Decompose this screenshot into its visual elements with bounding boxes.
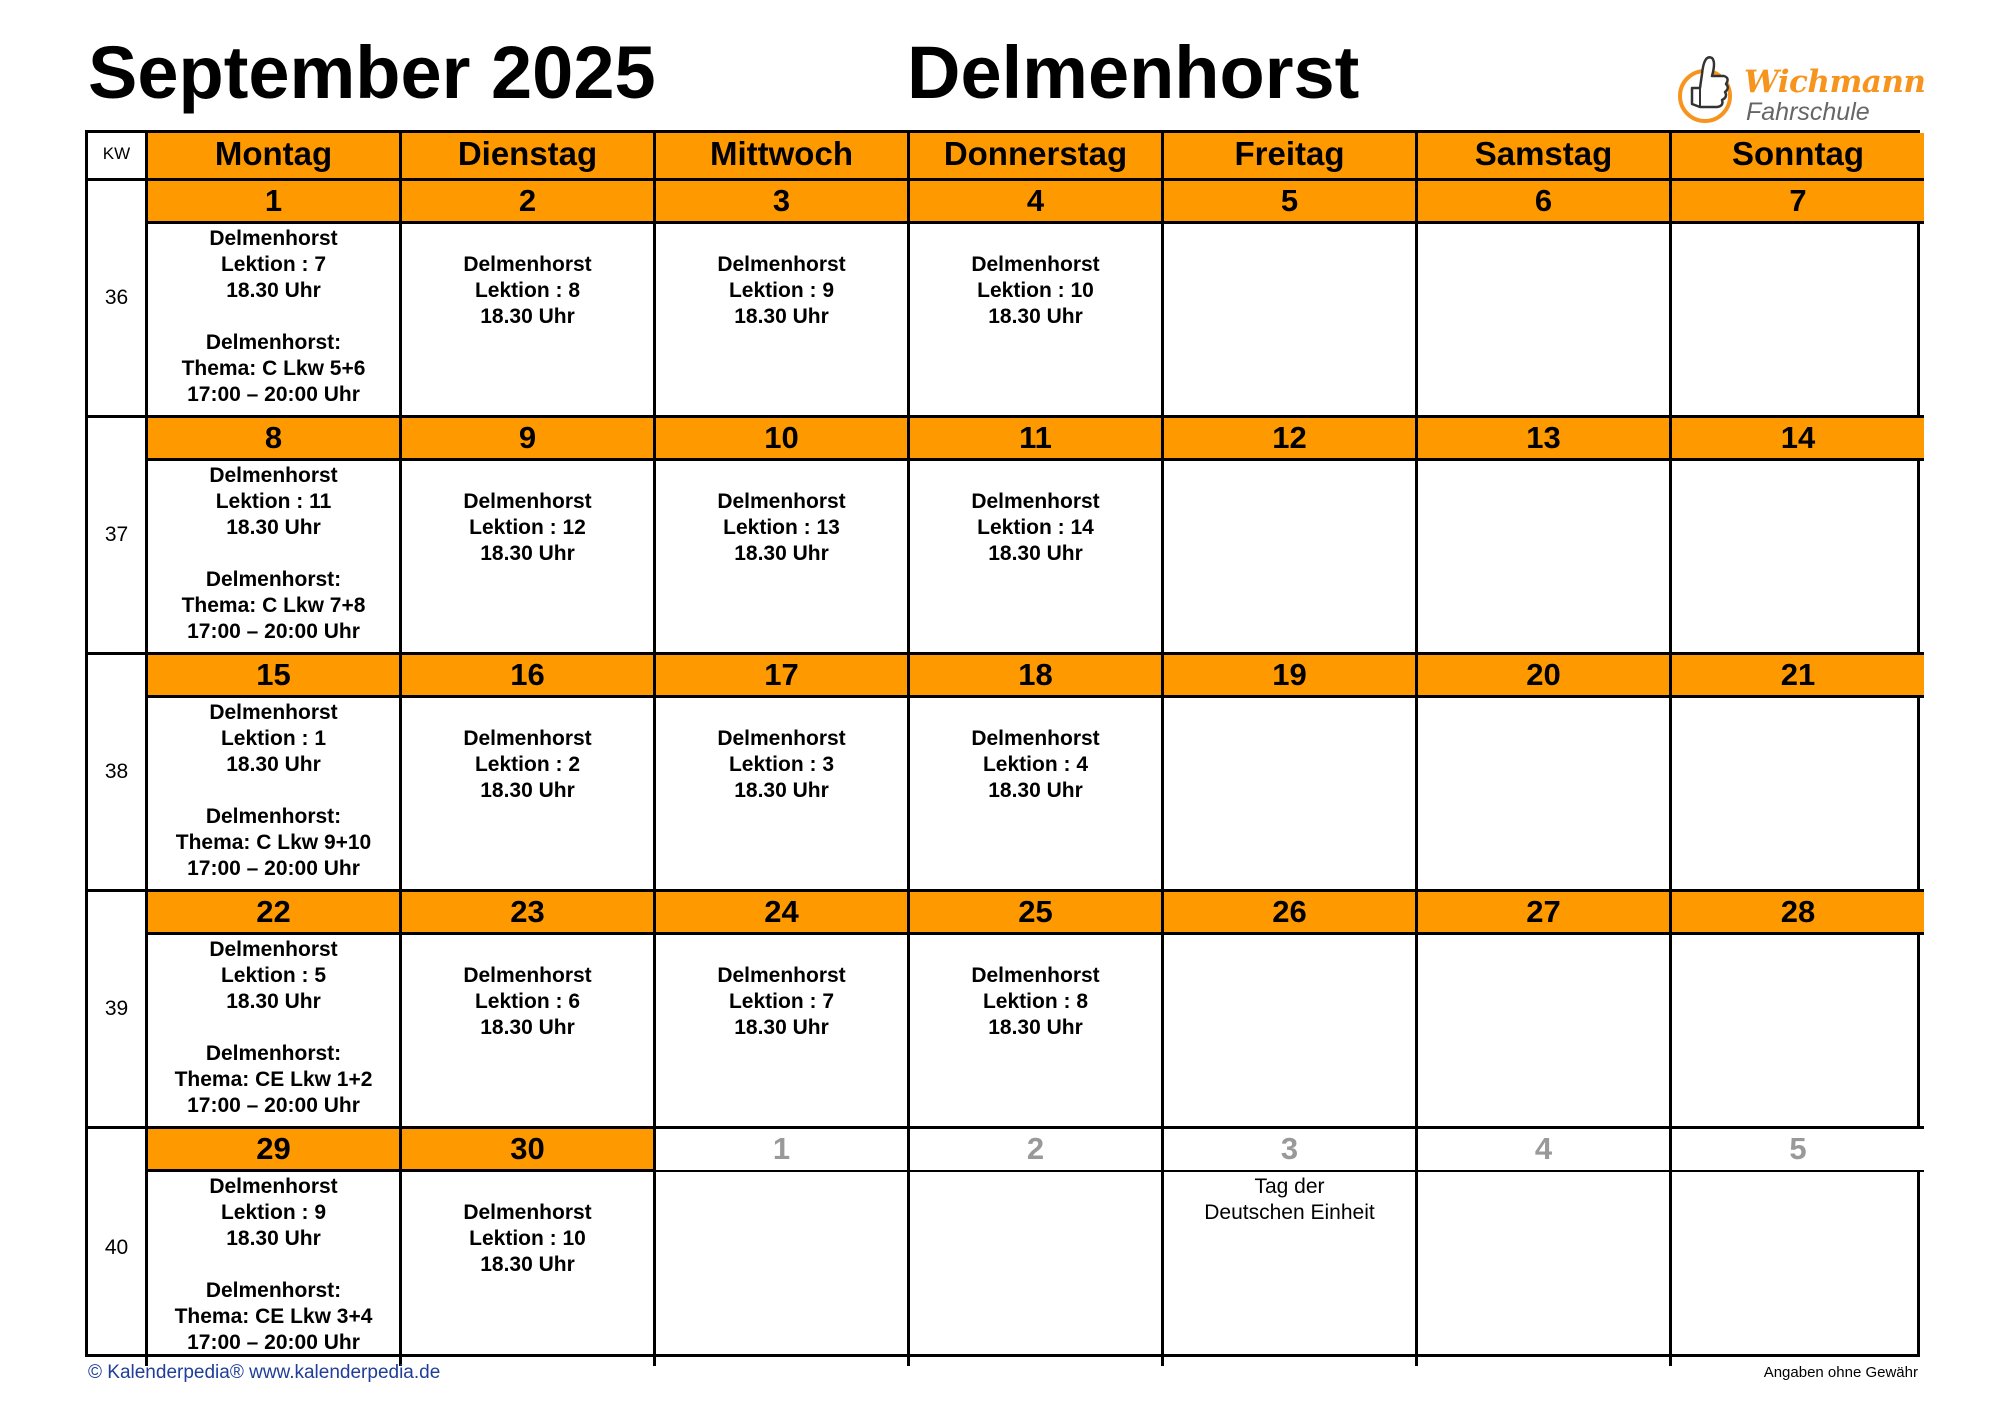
event-line: Delmenhorst [463,727,592,750]
spacer [148,541,399,567]
day-number: 6 [1418,181,1672,224]
event-line: Lektion : 7 [728,990,834,1013]
event-line: Lektion : 1 [220,727,326,750]
day-content [1418,224,1672,418]
week-number: 39 [88,892,148,1129]
day-number: 10 [656,418,910,461]
event-line: 18.30 Uhr [988,779,1083,802]
spacer [148,1015,399,1041]
event-line: 18.30 Uhr [480,542,575,565]
event-line: Lektion : 8 [982,990,1088,1013]
day-number: 4 [910,181,1164,224]
event-line: Lektion : 8 [474,279,580,302]
day-content [1418,935,1672,1129]
day-content [1164,698,1418,892]
week-number: 38 [88,655,148,892]
event-line: Deutschen Einheit [1204,1201,1375,1224]
day-content [148,698,402,892]
day-content [1672,1172,1924,1366]
logo-subtitle: Fahrschule [1746,98,1870,126]
spacer [148,304,399,330]
month-title: September 2025 [88,31,656,114]
day-number: 25 [910,892,1164,935]
event-line: 18.30 Uhr [226,516,321,539]
day-number: 24 [656,892,910,935]
event-line: 18.30 Uhr [480,1016,575,1039]
event-line: Delmenhorst [971,727,1100,750]
event-line: Lektion : 11 [215,490,332,513]
day-content [656,461,910,655]
event-line: Tag der [1254,1175,1325,1198]
event-line: Thema: C Lkw 9+10 [175,831,372,854]
event-line: Lektion : 10 [977,279,1094,302]
event-line: Delmenhorst [463,253,592,276]
day-number: 12 [1164,418,1418,461]
day-number: 1 [148,181,402,224]
footer-copyright: © Kalenderpedia® www.kalenderpedia.de [88,1362,441,1383]
event-line: Lektion : 10 [469,1227,586,1250]
day-number: 5 [1164,181,1418,224]
day-number: 14 [1672,418,1924,461]
event-line: Delmenhorst [717,964,846,987]
week-number: 37 [88,418,148,655]
day-content [910,461,1164,655]
day-content [1164,935,1418,1129]
week-number: 40 [88,1129,148,1366]
day-content [910,935,1164,1129]
event-line: Delmenhorst [463,1201,592,1224]
event-line: Lektion : 9 [728,279,834,302]
day-content [656,1172,910,1366]
day-content [910,1172,1164,1366]
day-number: 4 [1418,1129,1672,1172]
event-line: 18.30 Uhr [480,1253,575,1276]
day-content [1672,935,1924,1129]
weekday-header-donnerstag: Donnerstag [910,133,1164,181]
day-content [148,1172,402,1366]
day-content [148,224,402,418]
day-number: 23 [402,892,656,935]
day-content [910,698,1164,892]
spacer [148,1252,399,1278]
event-line: 18.30 Uhr [226,753,321,776]
event-line: Delmenhorst [209,227,338,250]
event-line: Delmenhorst [463,490,592,513]
day-number: 15 [148,655,402,698]
event-line: 17:00 – 20:00 Uhr [187,857,360,880]
event-line: 18.30 Uhr [988,305,1083,328]
day-content [402,1172,656,1366]
event-line: 18.30 Uhr [480,305,575,328]
kw-header: KW [88,133,148,181]
day-number: 5 [1672,1129,1924,1172]
event-line: Lektion : 13 [723,516,840,539]
event-line: 18.30 Uhr [988,542,1083,565]
day-number: 21 [1672,655,1924,698]
day-number: 27 [1418,892,1672,935]
day-content [1672,461,1924,655]
week-number: 36 [88,181,148,418]
day-number: 9 [402,418,656,461]
event-line: 18.30 Uhr [734,542,829,565]
event-line: Lektion : 7 [220,253,326,276]
spacer [148,778,399,804]
day-number: 19 [1164,655,1418,698]
event-line: Delmenhorst [209,1175,338,1198]
event-line: Lektion : 2 [474,753,580,776]
day-content [1672,698,1924,892]
day-number: 2 [402,181,656,224]
event-line: Lektion : 5 [220,964,326,987]
day-number: 30 [402,1129,656,1172]
event-line: Delmenhorst [971,253,1100,276]
day-content [656,698,910,892]
day-number: 17 [656,655,910,698]
event-line: Delmenhorst: [205,1042,342,1065]
day-number: 13 [1418,418,1672,461]
day-content [1418,698,1672,892]
weekday-header-mittwoch: Mittwoch [656,133,910,181]
event-line: 18.30 Uhr [734,305,829,328]
event-line: Delmenhorst: [205,1279,342,1302]
event-line: 18.30 Uhr [226,279,321,302]
day-content [1164,224,1418,418]
event-line: Delmenhorst [463,964,592,987]
event-line: Delmenhorst: [205,805,342,828]
event-line: 18.30 Uhr [480,779,575,802]
thumbs-up-icon [1672,44,1738,130]
day-number: 20 [1418,655,1672,698]
event-line: Delmenhorst [717,490,846,513]
day-content [656,935,910,1129]
logo-name: Wichmann [1744,64,1926,100]
day-number: 7 [1672,181,1924,224]
day-number: 16 [402,655,656,698]
event-line: Delmenhorst [209,464,338,487]
holiday-note [1164,1172,1418,1366]
city-title: Delmenhorst [907,31,1360,114]
event-line: 18.30 Uhr [226,990,321,1013]
day-content [148,935,402,1129]
event-line: Lektion : 6 [474,990,580,1013]
event-line: Delmenhorst [209,938,338,961]
event-line: Thema: CE Lkw 1+2 [174,1068,373,1091]
day-number: 2 [910,1129,1164,1172]
event-line: Delmenhorst: [205,568,342,591]
weekday-header-freitag: Freitag [1164,133,1418,181]
day-content [402,698,656,892]
event-line: Delmenhorst [971,490,1100,513]
day-content [1418,461,1672,655]
day-number: 29 [148,1129,402,1172]
event-line: Delmenhorst: [205,331,342,354]
event-line: Lektion : 4 [982,753,1088,776]
weekday-header-sonntag: Sonntag [1672,133,1924,181]
day-content [1672,224,1924,418]
day-number: 28 [1672,892,1924,935]
day-number: 3 [1164,1129,1418,1172]
weekday-header-samstag: Samstag [1418,133,1672,181]
day-content [402,461,656,655]
weekday-header-montag: Montag [148,133,402,181]
event-line: Delmenhorst [971,964,1100,987]
event-line: Thema: C Lkw 5+6 [181,357,366,380]
day-number: 8 [148,418,402,461]
event-line: 18.30 Uhr [734,1016,829,1039]
event-line: 17:00 – 20:00 Uhr [187,1331,360,1354]
event-line: Lektion : 9 [220,1201,326,1224]
event-line: Thema: CE Lkw 3+4 [174,1305,373,1328]
event-line: Lektion : 12 [469,516,586,539]
event-line: Delmenhorst [717,727,846,750]
day-content [910,224,1164,418]
day-number: 3 [656,181,910,224]
event-line: 18.30 Uhr [734,779,829,802]
day-number: 26 [1164,892,1418,935]
day-number: 18 [910,655,1164,698]
event-line: Delmenhorst [717,253,846,276]
day-content [1164,461,1418,655]
event-line: 17:00 – 20:00 Uhr [187,383,360,406]
calendar-grid [85,130,1920,1357]
event-line: 17:00 – 20:00 Uhr [187,620,360,643]
event-line: 18.30 Uhr [988,1016,1083,1039]
wichmann-logo [1672,44,1926,130]
day-number: 11 [910,418,1164,461]
event-line: Delmenhorst [209,701,338,724]
footer-disclaimer: Angaben ohne Gewähr [1763,1364,1918,1381]
day-number: 22 [148,892,402,935]
day-content [148,461,402,655]
event-line: Lektion : 14 [977,516,1094,539]
day-content [656,224,910,418]
event-line: Thema: C Lkw 7+8 [181,594,366,617]
day-content [402,935,656,1129]
day-number: 1 [656,1129,910,1172]
event-line: Lektion : 3 [728,753,834,776]
event-line: 17:00 – 20:00 Uhr [187,1094,360,1117]
day-content [402,224,656,418]
weekday-header-dienstag: Dienstag [402,133,656,181]
day-content [1418,1172,1672,1366]
event-line: 18.30 Uhr [226,1227,321,1250]
